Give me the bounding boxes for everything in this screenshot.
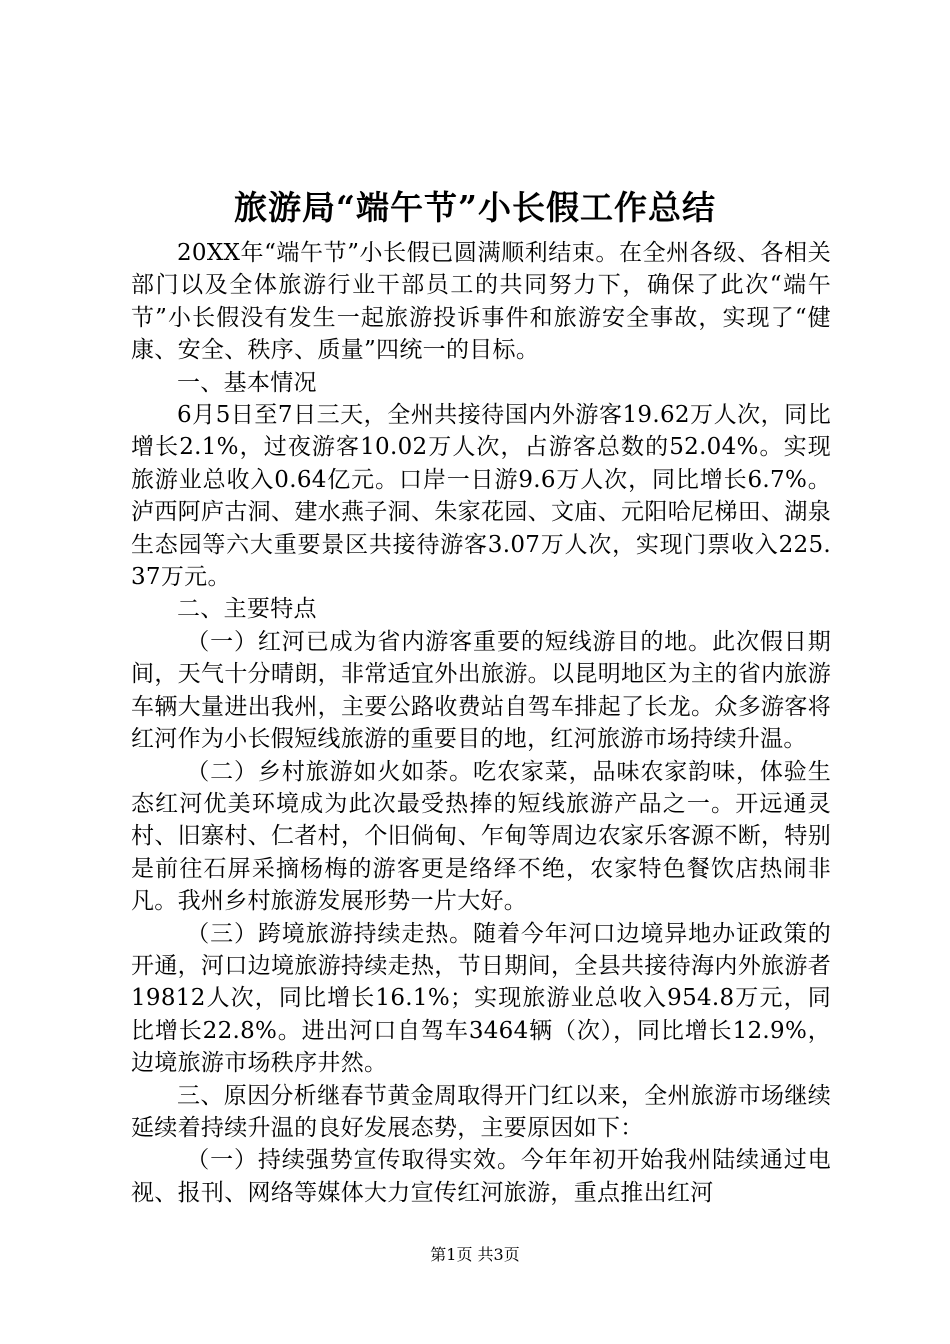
section-heading-main-features: 二、主要特点	[177, 596, 317, 623]
section-heading-basic-situation: 一、基本情况	[177, 369, 317, 396]
cause-paragraph-1: （一）持续强势宣传取得实效。今年年初开始我州陆续通过电视、报刊、网络等媒体大力宣传红河旅游，重点推出红河	[131, 1147, 831, 1206]
intro-paragraph: 20XX年“端午节”小长假已圆满顺利结束。在全州各级、各相关部门以及全体旅游行业干部员工的共同努力下，确保了此次“端午节”小长假没有发生一起旅游投诉事件和旅游安全事故，实现了“健康、安全、秩序、质量”四统一的目标。	[131, 240, 831, 364]
basic-situation-paragraph: 6月5日至7日三天，全州共接待国内外游客19.62万人次，同比增长2.1%，过夜游客10.02万人次，占游客总数的52.04%。实现旅游业总收入0.64亿元。口岸一日游9.6万人次，同比增长6.7%。泸西阿庐古洞、建水燕子洞、朱家花园、文庙、元阳哈尼梯田、湖泉生态园等六大重要景区共接待游客3.07万人次，实现门票收入225.37万元。	[131, 402, 831, 591]
document-title: 旅游局“端午节”小长假工作总结	[234, 188, 716, 227]
page-number-footer: 第1页 共3页	[430, 1245, 520, 1264]
feature-paragraph-1: （一）红河已成为省内游客重要的短线游目的地。此次假日期间，天气十分晴朗，非常适宜外出旅游。以昆明地区为主的省内旅游车辆大量进出我州，主要公路收费站自驾车排起了长龙。众多游客将红河作为小长假短线旅游的重要目的地，红河旅游市场持续升温。	[131, 628, 831, 753]
cause-analysis-paragraph: 三、原因分析继春节黄金周取得开门红以来，全州旅游市场继续延续着持续升温的良好发展态势，主要原因如下：	[131, 1082, 831, 1141]
feature-paragraph-2: （二）乡村旅游如火如荼。吃农家菜，品味农家韵味，体验生态红河优美环境成为此次最受热捧的短线旅游产品之一。开远通灵村、旧寨村、仁者村，个旧倘甸、乍甸等周边农家乐客源不断，特别是前往石屏采摘杨梅的游客更是络绎不绝，农家特色餐饮店热闹非凡。我州乡村旅游发展形势一片大好。	[131, 758, 831, 915]
feature-paragraph-3: （三）跨境旅游持续走热。随着今年河口边境异地办证政策的开通，河口边境旅游持续走热，节日期间，全县共接待海内外旅游者19812人次，同比增长16.1%；实现旅游业总收入954.8万元，同比增长22.8%。进出河口自驾车3464辆（次），同比增长12.9%，边境旅游市场秩序井然。	[131, 920, 831, 1077]
document-body	[131, 237, 831, 1209]
